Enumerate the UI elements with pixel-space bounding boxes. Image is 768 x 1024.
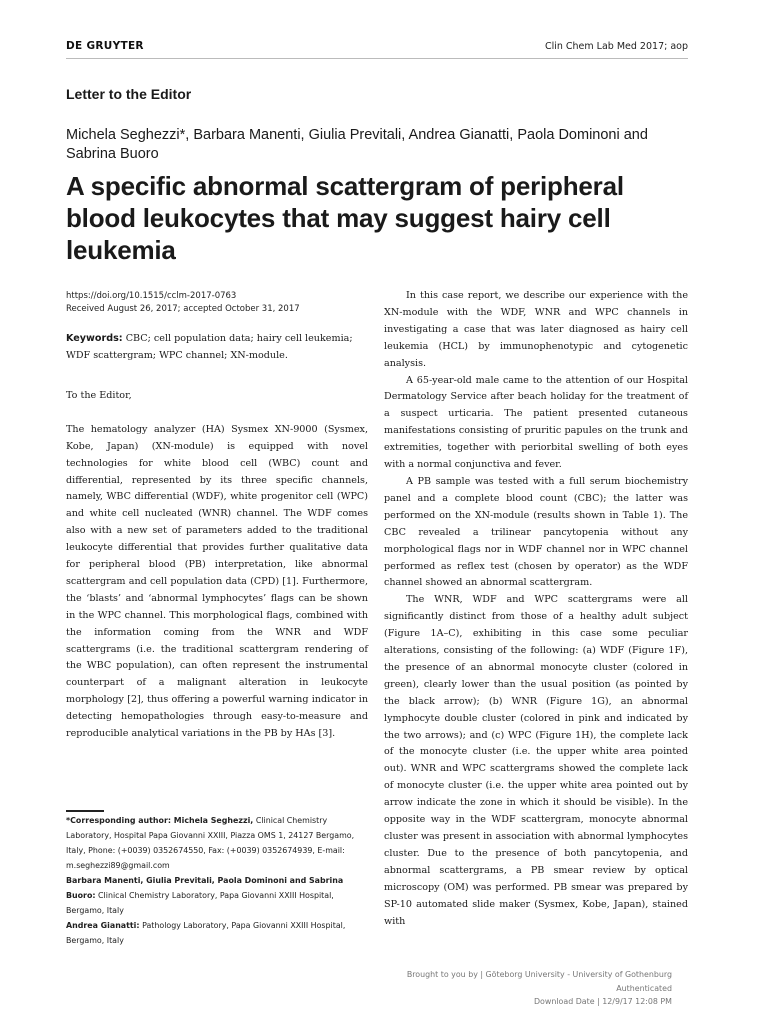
body-paragraph: A 65-year-old male came to the attention of our Hospital Dermatology Service after beach holiday for the treatment of a suspect urticaria. The patient presented cutaneous manifestations consisting of pruritic papules on the trunk and extremities, together with periorbital swelling of both eyes with a normal conjunctiva and fever.	[384, 374, 688, 471]
footnote-affiliation	[66, 918, 368, 948]
publisher-name: DE GRUYTER	[66, 40, 144, 52]
body-paragraph: A PB sample was tested with a full serum biochemistry panel and a complete blood count (CBC); the latter was performed on the XN-module (results shown in Table 1). The CBC revealed a trilinear pancytopenia without any morphological flags nor in WDF channel nor in WPC channel performed as reflex test (chosen by operator) as the WDF channel showed an abnormal scattergram.	[384, 475, 688, 589]
footnote-divider	[66, 810, 104, 812]
body-paragraph: In this case report, we describe our experience with the XN-module with the WDF, WNR and WPC channels in investigating a case that was later diagnosed as hairy cell leukemia (HCL) by immunophenotypic and cytogenetic analysis.	[384, 290, 688, 369]
body-column-left	[66, 388, 368, 743]
footnote-label: Andrea Gianatti:	[66, 921, 140, 930]
article-title: A specific abnormal scattergram of peripheral blood leukocytes that may suggest hairy cell leukemia	[66, 171, 624, 265]
received-dates: Received August 26, 2017; accepted October 31, 2017	[66, 304, 300, 314]
download-watermark	[342, 968, 672, 1009]
body-paragraph: The hematology analyzer (HA) Sysmex XN-9000 (Sysmex, Kobe, Japan) (XN-module) is equipped with novel technologies for white blood cell (WBC) count and differential, represented by its three specific channels, namely, WBC differential (WDF), white progenitor cell (WPC) and white cell nucleated (WNR) channel. The WDF comes also with a new set of parameters added to the traditional leukocyte differential that provides further qualitative data for peripheral blood (PB) interpretation, like abnormal scattergram and cell population data (CPD) [1]. Furthermore, the ‘blasts’ and ‘abnormal lymphocytes’ flags can be shown in the WPC channel. This morphological flags, combined with the information coming from the WNR and WDF scattergrams (i.e. the traditional scattergram rendering of the WBC population), can often represent the instrumental counterpart of a malignant alteration in leukocyte morphology [2], thus offering a powerful warning indicator in detecting hemopathologies through easy-to-measure and reproducible analytical variations in the PB by HAs [3].	[66, 423, 368, 740]
download-source: Brought to you by | Göteborg University - University of Gothenburg	[406, 970, 672, 979]
footnote-label: Barbara Manenti, Giulia Previtali, Paola Dominoni and Sabrina Buoro:	[66, 876, 344, 900]
author-footnotes	[66, 813, 368, 948]
article-metadata	[66, 290, 366, 316]
footnote-corresponding	[66, 813, 368, 873]
page-header	[66, 40, 688, 56]
footnote-text: Clinical Chemistry Laboratory, Papa Giovanni XXIII Hospital, Bergamo, Italy	[66, 891, 334, 915]
footnote-affiliation	[66, 873, 368, 918]
salutation: To the Editor,	[66, 390, 132, 401]
body-column-right	[384, 288, 688, 930]
header-divider	[66, 58, 688, 59]
doi-link[interactable]: https://doi.org/10.1515/cclm-2017-0763	[66, 291, 237, 301]
download-date: Download Date | 12/9/17 12:08 PM	[533, 997, 672, 1006]
keywords-list: CBC; cell population data; hairy cell leukemia; WDF scattergram; WPC channel; XN-module.	[66, 333, 353, 361]
keywords	[66, 330, 366, 364]
footnote-label: *Corresponding author: Michela Seghezzi,	[66, 816, 254, 825]
journal-citation: Clin Chem Lab Med 2017; aop	[544, 41, 688, 52]
download-status: Authenticated	[616, 983, 672, 993]
author-list: Michela Seghezzi*, Barbara Manenti, Giulia Previtali, Andrea Gianatti, Paola Dominoni and Sabrina Buoro	[66, 127, 648, 162]
keywords-label: Keywords:	[66, 333, 123, 344]
footnote-text: Clinical Chemistry Laboratory, Hospital Papa Giovanni XXIII, Piazza OMS 1, 24127 Bergamo, Italy, Phone: (+0039) 0352674550, Fax: (+0039) 0352674939, E-mail: m.seghezzi89@gmail.com	[66, 816, 355, 870]
body-paragraph: The WNR, WDF and WPC scattergrams were all significantly distinct from those of a healthy adult subject (Figure 1A–C), exhibiting in this case some peculiar alterations, consisting of the following: (a) WDF (Figure 1F), the presence of an abnormal monocyte cluster (colored in green), clearly lower than the usual position (as pointed by the black arrow); (b) WNR (Figure 1G), an abnormal lymphocyte double cluster (colored in pink and indicated by the two arrows); and (c) WPC (Figure 1H), the complete lack of the monocyte cluster (i.e. the upper white area pointed out). WNR and WPC scattergrams showed the complete lack of monocyte cluster (i.e. the upper white area pointed out by arrow indicate the zone in which it should be visible). In the opposite way in the WDF scattergram, monocyte abnormal cluster was present in association with abnormal lymphocytes cluster. Due to the presence of both pancytopenia, and abnormal scattergrams, a PB smear review by optical microscopy (OM) was performed. PB smear was prepared by SP-10 automated slide maker (Sysmex, Kobe, Japan), stained with	[384, 594, 688, 927]
footnote-text: Pathology Laboratory, Papa Giovanni XXIII Hospital, Bergamo, Italy	[66, 921, 346, 945]
article-section-label: Letter to the Editor	[66, 86, 192, 102]
